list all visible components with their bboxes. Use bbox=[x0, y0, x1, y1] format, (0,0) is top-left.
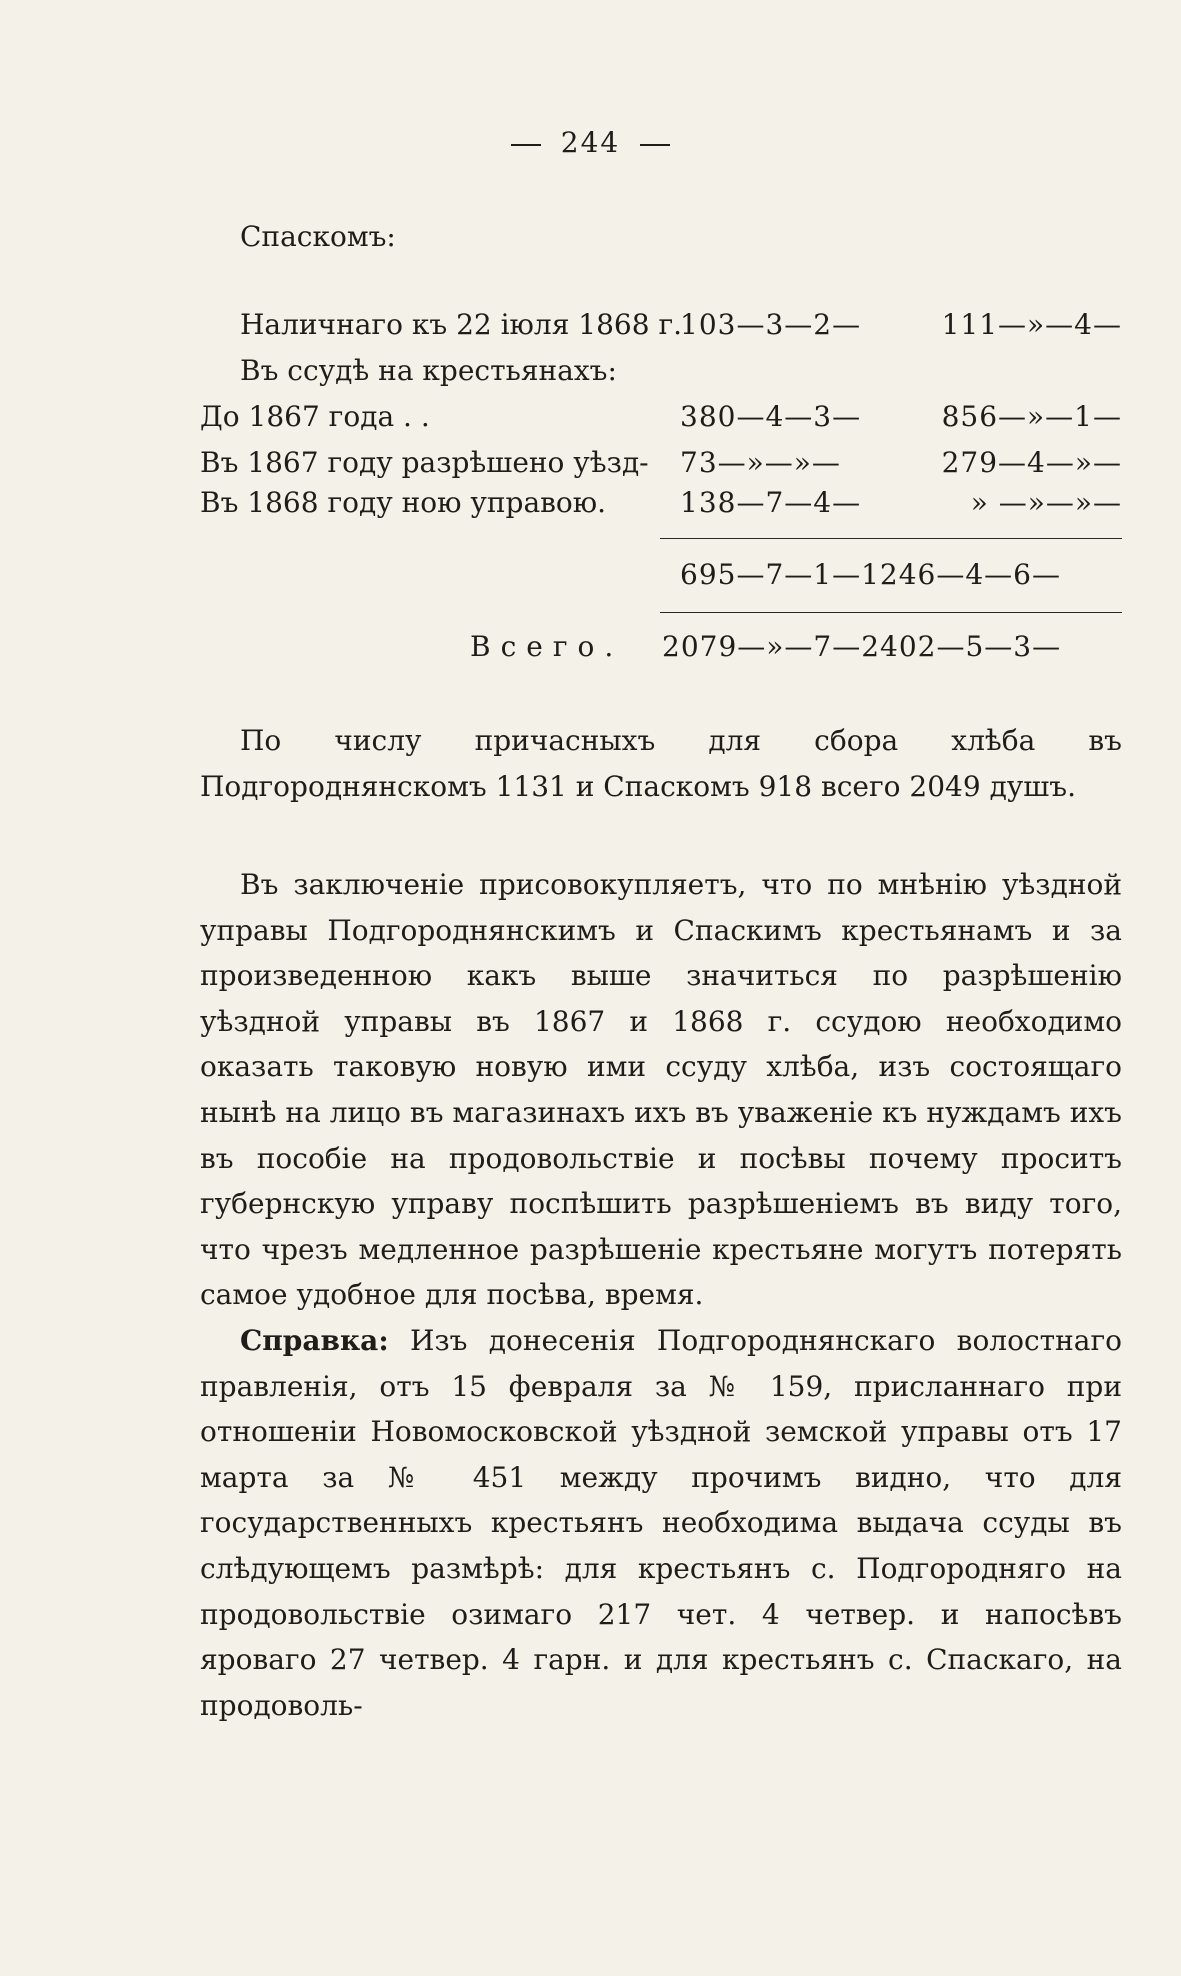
subtotal: 695—7—1—1246—4—6— bbox=[680, 558, 1061, 591]
reference-label: Справка: bbox=[240, 1324, 389, 1357]
paragraph: Въ заключеніе присовокупляетъ, что по мнѣнію уѣздной управы Подгороднянскимъ и Спаскимъ крестьянамъ и за произведенною какъ выше значиться по разрѣшенію уѣздной управы въ 1867 и 1868 г. ссудою необходимо оказать таковую новую ими ссуду хлѣба, изъ состоящаго нынѣ на лицо въ магазинахъ ихъ въ уваженіе къ нуждамъ ихъ въ пособіе на продовольствіе и посѣвы почему проситъ губернскую управу поспѣшить разрѣшеніемъ въ виду того, что чрезъ медленное разрѣшеніе крестьяне могутъ потерять самое удобное для посѣва, время. bbox=[200, 868, 1122, 1312]
table-row: Въ ссудѣ на крестьянахъ: bbox=[240, 354, 617, 387]
table-row: Наличнаго къ 22 іюля 1868 г. 103—3—2— 111—»—4— bbox=[240, 308, 1122, 341]
table-row: Въ 1867 году разрѣшено уѣзд- 73—»—»— 279—4—»— bbox=[200, 446, 1122, 479]
paragraph: По числу причасныхъ для сбора хлѣба въ Подгороднянскомъ 1131 и Спаскомъ 918 всего 2049 душъ. bbox=[200, 724, 1122, 803]
table-row: Въ 1868 году ною управою. 138—7—4— » —»—»— bbox=[200, 486, 1122, 519]
page-number: 244 bbox=[0, 126, 1181, 159]
section-heading: Спаскомъ: bbox=[240, 220, 396, 253]
total-label: Всего. bbox=[470, 630, 624, 663]
total-rule bbox=[660, 612, 1122, 613]
total-value: 2079—»—7—2402—5—3— bbox=[662, 630, 1062, 663]
table-row: До 1867 года . . 380—4—3— 856—»—1— bbox=[200, 400, 1122, 433]
paragraph bbox=[200, 1318, 1122, 1728]
reference-text: Изъ донесенія Подгороднянскаго волостнаго правленія, отъ 15 февраля за № 159, присланнаго при отношеніи Новомосковской уѣздной земской управы отъ 17 марта за № 451 между прочимъ видно, что для государственныхъ крестьянъ необходима выдача ссуды въ слѣдующемъ размѣрѣ: для крестьянъ с. Подгородняго на продовольствіе озимаго 217 чет. 4 четвер. и напосѣвъ яроваго 27 четвер. 4 гарн. и для крестьянъ с. Спаскаго, на продоволь- bbox=[200, 1324, 1122, 1722]
subtotal-rule bbox=[660, 538, 1122, 539]
dash-right bbox=[640, 144, 670, 146]
dash-left bbox=[511, 144, 541, 146]
